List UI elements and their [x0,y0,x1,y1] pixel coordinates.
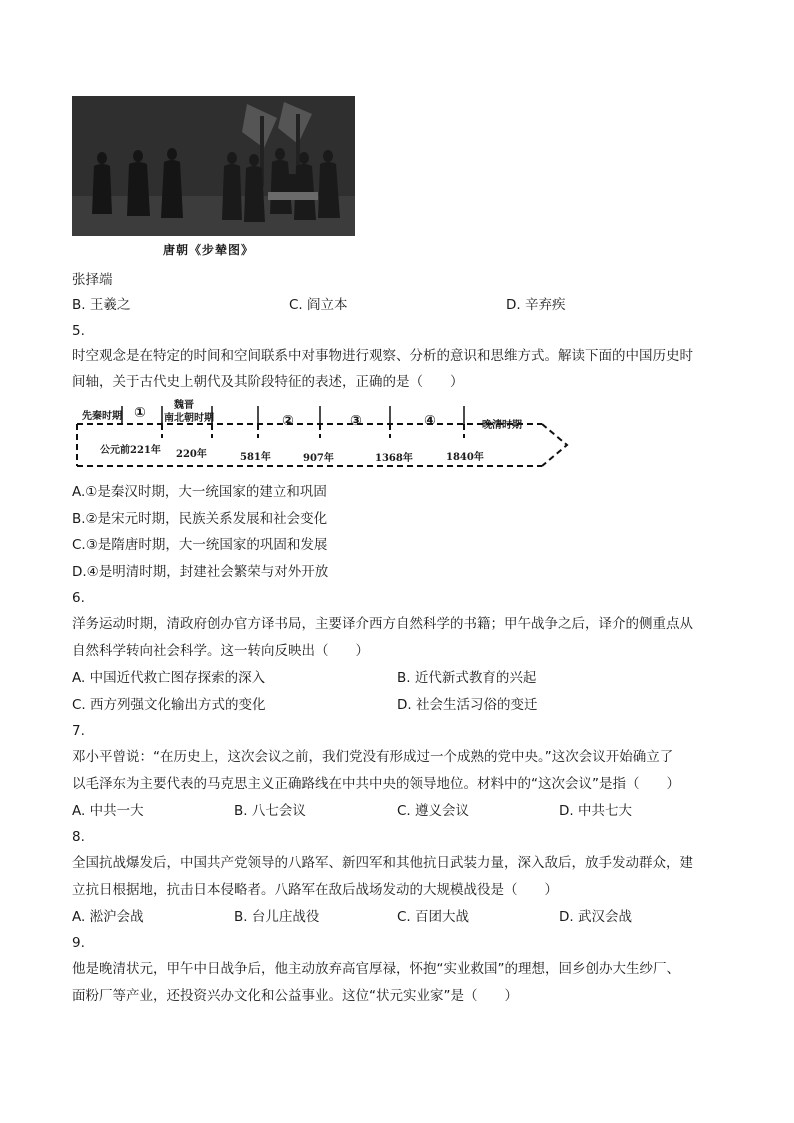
period-label-4: ④ [424,413,436,429]
question-5-number: 5. [72,323,85,339]
period-label-3: ③ [350,413,362,429]
question-8-option-c: C. 百团大战 [397,909,470,925]
year-220: 220年 [176,449,207,460]
question-6-option-d: D. 社会生活习俗的变迁 [397,697,538,713]
question-6-option-a: A. 中国近代救亡图存探索的深入 [72,670,266,686]
question-5-option-c: C.③是隋唐时期，大一统国家的巩固和发展 [72,537,328,553]
period-label-2: ② [282,413,294,429]
question-5-option-d: D.④是明清时期，封建社会繁荣与对外开放 [72,564,329,580]
question-8-option-b: B. 台儿庄战役 [234,909,320,925]
period-label-nanbeichao: 南北朝时期 [164,413,214,424]
question-7-option-c: C. 遵义会议 [397,803,470,819]
question-7-option-d: D. 中共七大 [559,803,632,819]
option-d: D. 辛弃疾 [506,297,566,313]
option-a-tail: 张择端 [72,272,113,288]
year-907: 907年 [303,453,334,464]
question-7-stem-line1: 邓小平曾说：“在历史上，这次会议之前，我们党没有形成过一个成熟的党中央。”这次会议开始确立了 [72,749,674,765]
year-221bc: 公元前221年 [100,445,161,456]
question-9-stem-line1: 他是晚清状元，甲午中日战争后，他主动放弃高官厚禄，怀抱“实业救国”的理想，回乡创办大生纱厂、 [72,961,680,977]
question-6-stem-line2: 自然科学转向社会科学。这一转向反映出（ ） [72,643,369,659]
year-581: 581年 [240,452,271,463]
question-8-option-d: D. 武汉会战 [559,909,632,925]
period-label-weijin: 魏晋 [174,400,194,411]
question-7-option-b: B. 八七会议 [234,803,306,819]
question-8-option-a: A. 淞沪会战 [72,909,144,925]
question-6-stem-line1: 洋务运动时期，清政府创办官方译书局，主要译介西方自然科学的书籍；甲午战争之后，译介的侧重点从 [72,616,693,632]
question-5-stem-line2: 间轴，关于古代史上朝代及其阶段特征的表述，正确的是（ ） [72,374,464,390]
question-9-number: 9. [72,935,85,951]
painting-figures-illustration [72,96,355,236]
year-1368: 1368年 [375,453,413,464]
period-label-wanqing: 晚清时期 [482,420,522,431]
question-5-option-a: A.①是秦汉时期，大一统国家的建立和巩固 [72,484,327,500]
question-5-stem-line1: 时空观念是在特定的时间和空间联系中对事物进行观察、分析的意识和思维方式。解读下面的中国历史时 [72,348,693,364]
painting-image [72,96,355,236]
period-label-1: ① [134,405,146,421]
timeline-arrow-shape [72,398,577,478]
question-8-number: 8. [72,829,85,845]
question-7-stem-line2: 以毛泽东为主要代表的马克思主义正确路线在中共中央的领导地位。材料中的“这次会议”是指（ ） [72,776,680,792]
year-1840: 1840年 [446,452,484,463]
option-c: C. 阎立本 [289,297,348,313]
image-caption: 唐朝《步辇图》 [163,243,255,257]
timeline-diagram [72,398,577,478]
option-b: B. 王羲之 [72,297,131,313]
question-7-number: 7. [72,723,85,739]
question-6-option-c: C. 西方列强文化输出方式的变化 [72,697,266,713]
question-8-stem-line1: 全国抗战爆发后，中国共产党领导的八路军、新四军和其他抗日武装力量，深入敌后，放手发动群众，建 [72,855,693,871]
question-8-stem-line2: 立抗日根据地，抗击日本侵略者。八路军在敌后战场发动的大规模战役是（ ） [72,882,558,898]
question-5-option-b: B.②是宋元时期，民族关系发展和社会变化 [72,511,328,527]
question-6-number: 6. [72,590,85,606]
question-7-option-a: A. 中共一大 [72,803,144,819]
question-9-stem-line2: 面粉厂等产业，还投资兴办文化和公益事业。这位“状元实业家”是（ ） [72,988,518,1004]
question-6-option-b: B. 近代新式教育的兴起 [397,670,537,686]
period-label-xianqin: 先秦时期 [82,411,122,422]
